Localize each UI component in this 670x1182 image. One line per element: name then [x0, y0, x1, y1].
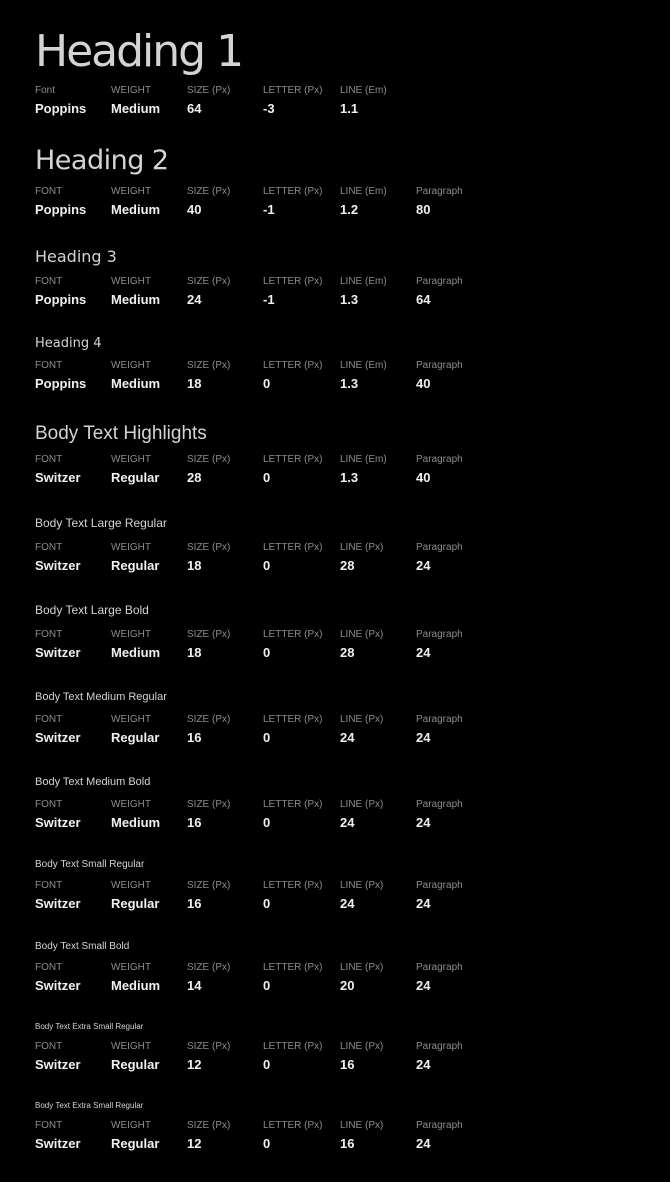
spec-label-weight: WEIGHT	[111, 799, 151, 810]
spec-label-size: SIZE (Px)	[187, 880, 231, 891]
spec-label-letter: LETTER (Px)	[263, 799, 323, 810]
spec-value-paragraph: 24	[416, 896, 431, 911]
spec-value-font: Switzer	[35, 1136, 81, 1151]
spec-label-line: LINE (Em)	[340, 454, 387, 465]
spec-value-font: Poppins	[35, 376, 87, 391]
spec-label-weight: WEIGHT	[111, 85, 151, 96]
spec-value-weight: Regular	[111, 558, 160, 573]
spec-label-weight: WEIGHT	[111, 454, 151, 465]
spec-label-line: LINE (Px)	[340, 962, 384, 973]
spec-value-size: 28	[187, 470, 202, 485]
spec-label-weight: WEIGHT	[111, 1120, 151, 1131]
spec-value-paragraph: 40	[416, 376, 431, 391]
spec-label-paragraph: Paragraph	[416, 880, 463, 891]
spec-label-font: FONT	[35, 629, 63, 640]
spec-label-size: SIZE (Px)	[187, 1120, 231, 1131]
spec-label-font: FONT	[35, 962, 63, 973]
spec-label-line: LINE (Px)	[340, 1120, 384, 1131]
spec-title: Body Text Extra Small Regular	[35, 1101, 144, 1110]
spec-value-font: Switzer	[35, 645, 81, 660]
spec-value-letter: 0	[263, 730, 271, 745]
spec-label-font: FONT	[35, 799, 63, 810]
spec-label-paragraph: Paragraph	[416, 714, 463, 725]
spec-label-font: FONT	[35, 1041, 63, 1052]
spec-value-size: 64	[187, 101, 202, 116]
spec-label-paragraph: Paragraph	[416, 629, 463, 640]
spec-value-letter: 0	[263, 558, 271, 573]
spec-label-font: FONT	[35, 454, 63, 465]
spec-value-paragraph: 24	[416, 978, 431, 993]
spec-value-line: 1.3	[340, 292, 359, 307]
spec-label-line: LINE (Em)	[340, 276, 387, 287]
spec-label-letter: LETTER (Px)	[263, 542, 323, 553]
spec-value-size: 14	[187, 978, 202, 993]
spec-title: Heading 1	[35, 26, 243, 77]
spec-value-paragraph: 24	[416, 645, 431, 660]
spec-value-line: 24	[340, 815, 355, 830]
spec-value-line: 24	[340, 730, 355, 745]
spec-value-weight: Regular	[111, 470, 160, 485]
spec-label-font: FONT	[35, 360, 63, 371]
spec-value-letter: 0	[263, 1057, 271, 1072]
spec-value-font: Switzer	[35, 1057, 81, 1072]
spec-label-weight: WEIGHT	[111, 962, 151, 973]
spec-label-weight: WEIGHT	[111, 360, 151, 371]
spec-label-weight: WEIGHT	[111, 1041, 151, 1052]
spec-value-weight: Medium	[111, 645, 161, 660]
spec-label-paragraph: Paragraph	[416, 186, 463, 197]
spec-label-paragraph: Paragraph	[416, 360, 463, 371]
spec-label-weight: WEIGHT	[111, 880, 151, 891]
spec-value-line: 1.3	[340, 470, 359, 485]
spec-label-line: LINE (Em)	[340, 85, 387, 96]
spec-label-letter: LETTER (Px)	[263, 1120, 323, 1131]
spec-value-paragraph: 40	[416, 470, 431, 485]
spec-value-size: 12	[187, 1057, 202, 1072]
spec-value-letter: 0	[263, 645, 271, 660]
spec-value-weight: Regular	[111, 730, 160, 745]
spec-value-weight: Medium	[111, 292, 161, 307]
spec-label-size: SIZE (Px)	[187, 85, 231, 96]
spec-label-weight: WEIGHT	[111, 629, 151, 640]
spec-value-letter: 0	[263, 815, 271, 830]
spec-label-letter: LETTER (Px)	[263, 360, 323, 371]
spec-value-line: 28	[340, 645, 355, 660]
spec-value-font: Poppins	[35, 101, 87, 116]
spec-value-weight: Regular	[111, 1057, 160, 1072]
spec-value-line: 1.2	[340, 202, 359, 217]
spec-label-size: SIZE (Px)	[187, 1041, 231, 1052]
spec-value-paragraph: 24	[416, 730, 431, 745]
spec-label-size: SIZE (Px)	[187, 276, 231, 287]
spec-value-weight: Regular	[111, 1136, 160, 1151]
spec-label-weight: WEIGHT	[111, 542, 151, 553]
spec-title: Body Text Medium Regular	[35, 691, 167, 703]
spec-value-line: 16	[340, 1057, 355, 1072]
spec-title: Body Text Highlights	[35, 423, 207, 444]
spec-label-line: LINE (Em)	[340, 360, 387, 371]
spec-value-paragraph: 24	[416, 815, 431, 830]
spec-label-size: SIZE (Px)	[187, 360, 231, 371]
spec-value-size: 16	[187, 815, 202, 830]
spec-label-line: LINE (Px)	[340, 629, 384, 640]
spec-value-size: 16	[187, 730, 202, 745]
spec-label-letter: LETTER (Px)	[263, 629, 323, 640]
spec-label-letter: LETTER (Px)	[263, 962, 323, 973]
spec-value-weight: Regular	[111, 896, 160, 911]
spec-value-letter: 0	[263, 1136, 271, 1151]
spec-value-paragraph: 64	[416, 292, 431, 307]
spec-label-size: SIZE (Px)	[187, 454, 231, 465]
spec-value-line: 1.3	[340, 376, 359, 391]
spec-value-letter: -1	[263, 202, 275, 217]
spec-label-letter: LETTER (Px)	[263, 880, 323, 891]
spec-label-line: LINE (Px)	[340, 880, 384, 891]
spec-label-letter: LETTER (Px)	[263, 85, 323, 96]
spec-value-size: 18	[187, 645, 202, 660]
spec-title: Body Text Small Regular	[35, 859, 145, 870]
spec-label-weight: WEIGHT	[111, 186, 151, 197]
spec-value-weight: Medium	[111, 978, 161, 993]
spec-label-paragraph: Paragraph	[416, 454, 463, 465]
spec-value-font: Switzer	[35, 558, 81, 573]
spec-label-font: Font	[35, 85, 56, 96]
spec-value-paragraph: 24	[416, 1136, 431, 1151]
spec-value-letter: 0	[263, 978, 271, 993]
spec-label-size: SIZE (Px)	[187, 629, 231, 640]
spec-label-letter: LETTER (Px)	[263, 276, 323, 287]
spec-value-line: 28	[340, 558, 355, 573]
spec-value-font: Poppins	[35, 202, 87, 217]
spec-title: Heading 4	[35, 336, 102, 351]
spec-label-letter: LETTER (Px)	[263, 714, 323, 725]
spec-title: Body Text Large Regular	[35, 516, 167, 530]
spec-label-line: LINE (Px)	[340, 542, 384, 553]
spec-title: Heading 3	[35, 247, 117, 266]
spec-value-font: Switzer	[35, 896, 81, 911]
spec-value-letter: 0	[263, 470, 271, 485]
spec-label-paragraph: Paragraph	[416, 799, 463, 810]
spec-value-size: 16	[187, 896, 202, 911]
spec-label-font: FONT	[35, 1120, 63, 1131]
spec-label-size: SIZE (Px)	[187, 186, 231, 197]
spec-label-letter: LETTER (Px)	[263, 186, 323, 197]
spec-value-letter: 0	[263, 376, 271, 391]
spec-label-line: LINE (Px)	[340, 714, 384, 725]
spec-value-line: 24	[340, 896, 355, 911]
spec-label-font: FONT	[35, 542, 63, 553]
spec-value-font: Switzer	[35, 470, 81, 485]
spec-value-letter: -1	[263, 292, 275, 307]
spec-label-letter: LETTER (Px)	[263, 1041, 323, 1052]
spec-label-font: FONT	[35, 714, 63, 725]
spec-label-paragraph: Paragraph	[416, 542, 463, 553]
spec-title: Heading 2	[35, 145, 169, 176]
spec-value-letter: 0	[263, 896, 271, 911]
spec-label-font: FONT	[35, 880, 63, 891]
spec-label-size: SIZE (Px)	[187, 714, 231, 725]
spec-label-size: SIZE (Px)	[187, 542, 231, 553]
spec-label-paragraph: Paragraph	[416, 962, 463, 973]
spec-value-size: 18	[187, 558, 202, 573]
spec-label-paragraph: Paragraph	[416, 1120, 463, 1131]
spec-value-letter: -3	[263, 101, 275, 116]
spec-title: Body Text Small Bold	[35, 941, 130, 952]
spec-value-paragraph: 80	[416, 202, 431, 217]
spec-label-paragraph: Paragraph	[416, 1041, 463, 1052]
spec-label-line: LINE (Px)	[340, 1041, 384, 1052]
spec-value-paragraph: 24	[416, 1057, 431, 1072]
spec-label-line: LINE (Em)	[340, 186, 387, 197]
spec-label-font: FONT	[35, 276, 63, 287]
spec-value-line: 20	[340, 978, 355, 993]
spec-title: Body Text Extra Small Regular	[35, 1022, 144, 1031]
spec-label-paragraph: Paragraph	[416, 276, 463, 287]
spec-title: Body Text Medium Bold	[35, 776, 151, 788]
spec-value-weight: Medium	[111, 376, 161, 391]
spec-value-line: 1.1	[340, 101, 359, 116]
spec-value-size: 40	[187, 202, 202, 217]
spec-label-font: FONT	[35, 186, 63, 197]
spec-value-font: Switzer	[35, 730, 81, 745]
spec-label-size: SIZE (Px)	[187, 962, 231, 973]
spec-label-weight: WEIGHT	[111, 276, 151, 287]
spec-value-line: 16	[340, 1136, 355, 1151]
spec-value-paragraph: 24	[416, 558, 431, 573]
spec-label-weight: WEIGHT	[111, 714, 151, 725]
spec-label-line: LINE (Px)	[340, 799, 384, 810]
spec-title: Body Text Large Bold	[35, 603, 149, 617]
spec-value-weight: Medium	[111, 101, 161, 116]
spec-value-size: 24	[187, 292, 202, 307]
spec-label-letter: LETTER (Px)	[263, 454, 323, 465]
spec-value-weight: Medium	[111, 202, 161, 217]
spec-value-size: 18	[187, 376, 202, 391]
spec-value-size: 12	[187, 1136, 202, 1151]
spec-value-weight: Medium	[111, 815, 161, 830]
spec-label-size: SIZE (Px)	[187, 799, 231, 810]
spec-value-font: Switzer	[35, 815, 81, 830]
spec-value-font: Switzer	[35, 978, 81, 993]
spec-value-font: Poppins	[35, 292, 87, 307]
